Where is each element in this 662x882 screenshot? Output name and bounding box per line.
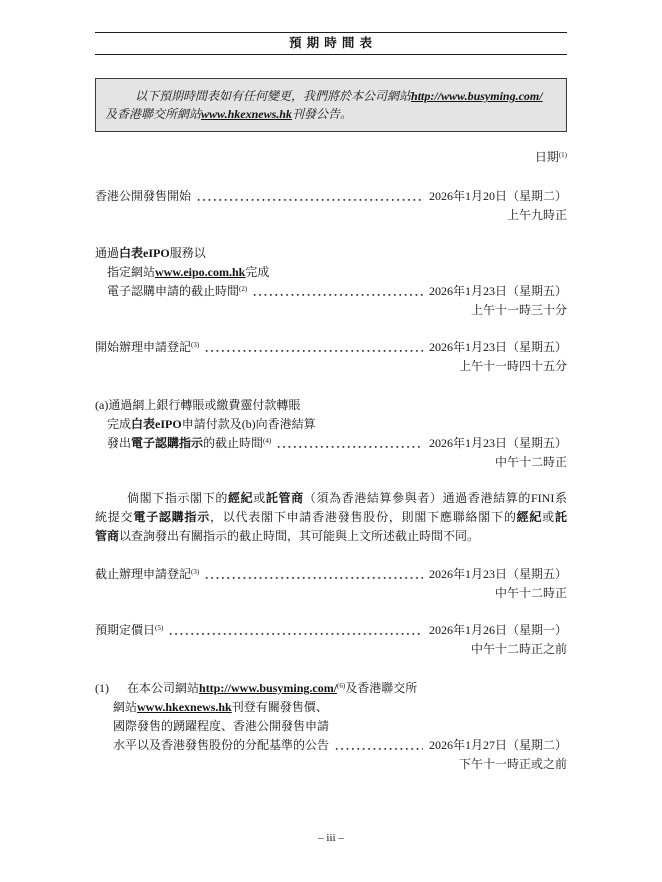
event-description-line: (a)通過網上銀行轉賬或繳費靈付款轉賬 [95, 398, 301, 412]
paragraph-text: （須為香港結算參與者）通過香港結算的FINI系 [303, 491, 567, 505]
footnote-marker: (1) [558, 151, 567, 159]
event-label: 香港公開發售開始 [95, 189, 192, 203]
event-text: 通過 [95, 246, 120, 260]
event-time: 上午十一時三十分 [470, 303, 567, 317]
timetable-change-notice [95, 78, 567, 132]
event-text: 開始辦理申請登記 [95, 340, 192, 354]
event-text: 發出 [107, 436, 132, 450]
notice-line-1 [105, 87, 557, 105]
event-date: 2026年1月23日（星期五） [428, 567, 567, 581]
dot-leader [196, 187, 423, 206]
event-text: 完成 [107, 417, 132, 431]
dot-leader [276, 434, 423, 453]
timetable-item-payment-deadline [95, 396, 567, 472]
event-date: 2026年1月23日（星期五） [428, 340, 567, 354]
event-date: 2026年1月26日（星期一） [428, 623, 567, 637]
footnote-marker: (6) [337, 682, 346, 690]
electronic-instructions-term: 電子認購指示 [133, 510, 210, 524]
event-time: 上午九時正 [506, 208, 567, 222]
event-description-line [95, 415, 567, 434]
event-date: 2026年1月27日（星期二） [428, 738, 567, 752]
event-time: 中午十二時正 [494, 586, 567, 600]
footnote-marker: (4) [263, 437, 272, 445]
notice-text: 及香港聯交所網站 [105, 107, 202, 121]
event-description-line [95, 698, 567, 717]
timetable-row [95, 565, 567, 584]
paragraph-text: ，以代表閣下申請香港發售股份，則閣下應聯絡閣下的 [209, 510, 517, 524]
event-time: 上午十一時四十五分 [458, 359, 567, 373]
custodian-term: 管商 [95, 529, 120, 543]
footnote-marker: (5) [155, 624, 164, 632]
event-text: 刊登有關發售價、 [231, 700, 328, 714]
event-date: 2026年1月23日（星期五） [428, 284, 567, 298]
event-text: 網站 [113, 700, 138, 714]
eipo-website-link[interactable]: www.eipo.com.hk [155, 265, 246, 279]
date-column-header [95, 148, 567, 167]
paragraph-line [95, 489, 567, 508]
header-rule-bottom [95, 54, 567, 55]
event-label [95, 621, 163, 640]
page-title: 預 期 時 間 表 [288, 36, 373, 50]
event-description-line [95, 263, 567, 282]
dot-leader [334, 736, 423, 755]
event-text: 及香港聯交所 [345, 681, 418, 695]
event-text: 的截止時間 [203, 436, 264, 450]
hkex-website-link[interactable]: www.hkexnews.hk [137, 700, 232, 714]
timetable-item-offer-opens [95, 187, 567, 225]
event-date: 2026年1月20日（星期二） [428, 189, 567, 203]
dot-leader [252, 282, 423, 301]
broker-term: 經紀 [228, 491, 254, 505]
company-website-link[interactable]: http://www.busyming.com/ [199, 681, 338, 695]
event-text: 截止辦理申請登記 [95, 567, 192, 581]
timetable-row [95, 187, 567, 206]
event-label [107, 434, 271, 453]
event-text: 服務以 [169, 246, 206, 260]
date-column-label: 日期 [534, 150, 559, 164]
timetable-item-results-announcement [95, 679, 567, 774]
event-time: 中午十二時正之前 [470, 642, 567, 656]
custodian-term: 託 [554, 510, 567, 524]
electronic-instructions-term: 電子認購指示 [131, 436, 204, 450]
event-label [95, 338, 199, 357]
timetable-row [95, 434, 567, 453]
event-text: 預期定價日 [95, 623, 156, 637]
timetable-row [95, 338, 567, 357]
event-time: 下午十一時正或之前 [458, 757, 567, 771]
timetable-item-lists-open [95, 338, 567, 376]
item-number: (1) [95, 681, 109, 695]
white-form-eipo-term: 白表eIPO [119, 246, 170, 260]
broker-term: 經紀 [516, 510, 543, 524]
paragraph-text: 或 [542, 510, 555, 524]
notice-text: 以下預期時間表如有任何變更，我們將於本公司網站 [135, 89, 412, 103]
paragraph-text: 或 [253, 491, 266, 505]
footnote-marker: (3) [191, 568, 200, 576]
intermediary-note-paragraph [95, 489, 567, 546]
event-text: 指定網站 [107, 265, 156, 279]
page-number: – iii – [318, 832, 344, 844]
timetable-item-white-form-deadline [95, 244, 567, 320]
event-text: 申請付款及(b)向香港結算 [181, 417, 316, 431]
notice-line-2 [105, 105, 557, 123]
paragraph-text: 倘閣下指示閣下的 [127, 491, 228, 505]
hkex-website-link[interactable]: www.hkexnews.hk [201, 107, 292, 121]
paragraph-line [95, 527, 567, 546]
dot-leader [204, 338, 423, 357]
event-label: 水平以及香港發售股份的分配基準的公告 [113, 738, 330, 752]
timetable-row [95, 736, 567, 755]
event-label [95, 565, 199, 584]
event-label [107, 282, 247, 301]
footnote-marker: (2) [239, 285, 248, 293]
event-description-line [95, 244, 567, 263]
event-time: 中午十二時正 [494, 455, 567, 469]
white-form-eipo-term: 白表eIPO [131, 417, 182, 431]
paragraph-line [95, 508, 567, 527]
timetable-row [95, 621, 567, 640]
notice-text: 刊發公告。 [291, 107, 352, 121]
dot-leader [168, 621, 423, 640]
footnote-marker: (3) [191, 341, 200, 349]
custodian-term: 託管商 [265, 491, 304, 505]
timetable-item-lists-close [95, 565, 567, 603]
event-text: 電子認購申請的截止時間 [107, 284, 240, 298]
header-rule-top [95, 32, 567, 33]
event-text: 完成 [245, 265, 270, 279]
event-date: 2026年1月23日（星期五） [428, 436, 567, 450]
timetable-row [95, 282, 567, 301]
company-website-link[interactable]: http://www.busyming.com/ [411, 89, 543, 103]
event-description-line [95, 679, 567, 698]
event-description-line: 國際發售的踴躍程度、香港公開發售申請 [113, 719, 330, 733]
timetable-item-price-determination [95, 621, 567, 659]
dot-leader [204, 565, 423, 584]
paragraph-text: 統提交 [95, 510, 134, 524]
event-text: 在本公司網站 [127, 681, 200, 695]
paragraph-text: 以查詢發出有關指示的截止時間，其可能與上文所述截止時間不同。 [119, 529, 480, 543]
